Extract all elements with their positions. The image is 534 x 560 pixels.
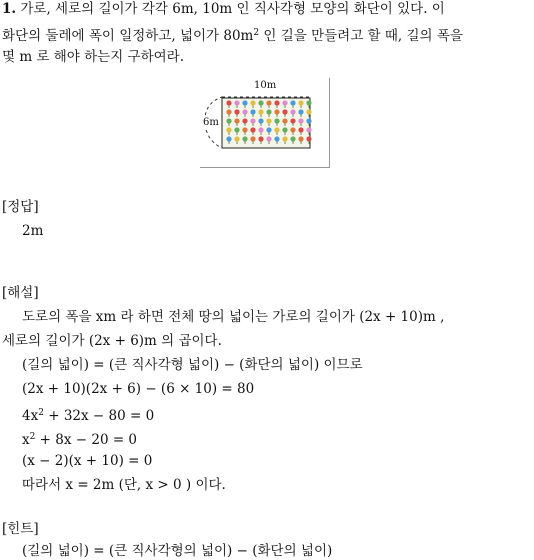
explanation-line-5-sup: 2: [38, 408, 44, 418]
flower-mark: [242, 109, 247, 114]
flower-mark: [234, 127, 239, 132]
answer-heading: [정답]: [2, 199, 39, 215]
flower-mark: [290, 127, 295, 132]
problem-text-1: 가로, 세로의 길이가 각각 6m, 10m 인 직사각형 모양의 화단이 있다. 이: [20, 1, 445, 17]
flower-mark: [250, 127, 255, 132]
flower-mark: [282, 127, 287, 132]
hint-heading: [힌트]: [2, 521, 39, 537]
flower-mark: [258, 118, 263, 123]
flower-mark: [266, 127, 271, 132]
flower-mark: [226, 118, 231, 123]
flower-mark: [298, 136, 303, 141]
problem-line-3: [2, 48, 184, 66]
explanation-line-2: 세로의 길이가 (2x + 6)m 의 곱이다.: [2, 333, 222, 349]
figure-top-label: 10m: [254, 80, 277, 91]
flower-mark: [258, 109, 263, 114]
flower-mark: [242, 127, 247, 132]
explanation-heading: [해설]: [2, 285, 39, 301]
flower-mark: [242, 100, 247, 105]
flower-mark: [274, 100, 279, 105]
flower-mark: [306, 136, 311, 141]
explanation-line-6: [22, 428, 137, 449]
garden-figure: [200, 78, 330, 168]
flower-mark: [266, 109, 271, 114]
figure-side-label: 6m: [203, 117, 219, 128]
flower-mark: [290, 109, 295, 114]
flower-mark: [234, 136, 239, 141]
problem-number: 1.: [2, 1, 17, 17]
flower-mark: [258, 136, 263, 141]
flower-mark: [274, 136, 279, 141]
flower-mark: [226, 100, 231, 105]
flower-mark: [306, 109, 311, 114]
flower-mark: [242, 136, 247, 141]
flower-mark: [226, 127, 231, 132]
flower-mark: [290, 136, 295, 141]
figure-frame-bottom: [200, 167, 330, 168]
flower-mark: [250, 118, 255, 123]
explanation-line-6-sup: 2: [29, 432, 36, 442]
problem-text-2b: 인 길을 만들려고 할 때, 길의 폭을: [259, 28, 463, 44]
flower-mark: [282, 109, 287, 114]
flower-mark: [274, 118, 279, 123]
flower-mark: [258, 127, 263, 132]
flower-mark: [242, 118, 247, 123]
flower-mark: [266, 136, 271, 141]
problem-text-3: 몇 m 로 해야 하는지 구하여라.: [2, 49, 184, 65]
explanation-line-1: 도로의 폭을 xm 라 하면 전체 땅의 넓이는 가로의 길이가 (2x + 10)m ,: [22, 309, 445, 325]
flower-mark: [234, 100, 239, 105]
flower-mark: [298, 127, 303, 132]
explanation-line-5b: + 32x − 80 = 0: [43, 408, 155, 424]
flower-mark: [306, 118, 311, 123]
flower-mark: [282, 118, 287, 123]
flower-mark: [298, 100, 303, 105]
flower-mark: [250, 109, 255, 114]
explanation-line-6b: + 8x − 20 = 0: [35, 432, 138, 448]
explanation-line-5a: 4x: [22, 408, 39, 424]
flower-mark: [282, 100, 287, 105]
flower-mark: [234, 118, 239, 123]
explanation-line-7: (x − 2)(x + 10) = 0: [22, 453, 153, 469]
hint-text: (길의 넓이) = (큰 직사각형의 넓이) − (화단의 넓이): [22, 543, 333, 559]
flower-mark: [290, 100, 295, 105]
explanation-line-5: [22, 404, 154, 425]
flower-mark: [306, 100, 311, 105]
flower-mark: [258, 100, 263, 105]
flower-mark: [282, 136, 287, 141]
flower-mark: [290, 118, 295, 123]
answer-value: 2m: [22, 223, 44, 239]
explanation-line-4: (2x + 10)(2x + 6) − (6 × 10) = 80: [22, 381, 255, 397]
flower-mark: [298, 118, 303, 123]
flower-mark: [274, 127, 279, 132]
flower-mark: [226, 136, 231, 141]
flower-mark: [266, 118, 271, 123]
problem-text-2a: 화단의 둘레에 폭이 일정하고, 넓이가 80m: [2, 28, 254, 44]
flower-mark: [250, 136, 255, 141]
explanation-line-3: (길의 넓이) = (큰 직사각형 넓이) − (화단의 넓이) 이므로: [22, 357, 363, 373]
problem-text-2-sup: 2: [253, 28, 260, 38]
explanation-line-6a: x: [22, 432, 30, 448]
flower-mark: [306, 127, 311, 132]
garden-drawing: [200, 78, 330, 168]
flower-mark: [298, 109, 303, 114]
flower-mark: [274, 109, 279, 114]
explanation-line-8: 따라서 x = 2m (단, x > 0 ) 이다.: [22, 477, 226, 493]
flower-mark: [250, 100, 255, 105]
figure-frame-right: [329, 78, 330, 168]
flower-mark: [226, 109, 231, 114]
problem-line-1: [2, 0, 445, 18]
flower-mark: [266, 100, 271, 105]
flower-mark: [234, 109, 239, 114]
problem-line-2: [2, 24, 463, 45]
